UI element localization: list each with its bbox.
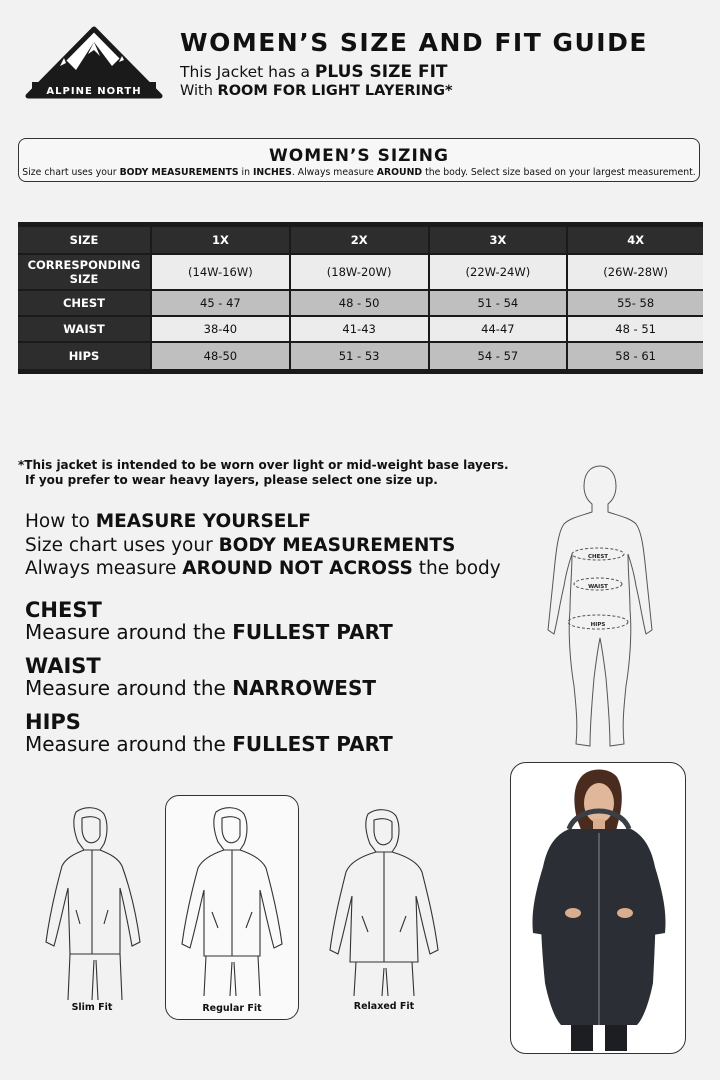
- row-label: CHEST: [18, 291, 152, 317]
- table-cell: 38-40: [152, 317, 291, 343]
- alpine-north-logo: [24, 26, 164, 100]
- chest-label: CHEST: [587, 554, 609, 560]
- regular-fit-illustration: [176, 804, 288, 1000]
- model-photo: [511, 763, 685, 1053]
- table-header-row: [18, 227, 703, 255]
- regular-fit-label: Regular Fit: [202, 1003, 262, 1014]
- table-cell: (22W-24W): [430, 255, 569, 291]
- row-label: CORRESPONDING SIZE: [18, 255, 152, 291]
- page-title: WOMEN’S SIZE AND FIT GUIDE: [180, 28, 648, 57]
- table-row: [18, 291, 703, 317]
- waist-instruction: WAIST Measure around the NARROWEST: [25, 654, 377, 700]
- column-header: 2X: [291, 227, 430, 255]
- column-header: 4X: [568, 227, 703, 255]
- measure-instructions: How to MEASURE YOURSELF Size chart uses your BODY MEASUREMENTS Always measure AROUND NOT ACROSS the body: [25, 511, 501, 579]
- table-cell: 45 - 47: [152, 291, 291, 317]
- table-cell: 41-43: [291, 317, 430, 343]
- sizing-info-box: [18, 138, 700, 182]
- sizing-note: Size chart uses your BODY MEASUREMENTS in INCHES. Always measure AROUND the body. Select size based on your largest measurement.: [22, 167, 696, 178]
- table-row: [18, 255, 703, 291]
- relaxed-fit-label: Relaxed Fit: [353, 1001, 415, 1012]
- table-cell: 51 - 54: [430, 291, 569, 317]
- model-photo-frame: [510, 762, 686, 1054]
- row-label: HIPS: [18, 343, 152, 369]
- table-row: [18, 343, 703, 369]
- table-cell: 55- 58: [568, 291, 703, 317]
- table-cell: (18W-20W): [291, 255, 430, 291]
- layering-subtitle: With ROOM FOR LIGHT LAYERING*: [180, 83, 453, 99]
- hips-instruction: HIPS Measure around the FULLEST PART: [25, 710, 393, 756]
- table-cell: (14W-16W): [152, 255, 291, 291]
- sizing-title: WOMEN’S SIZING: [269, 146, 449, 166]
- size-chart-table: [18, 222, 703, 374]
- chest-instruction: CHEST Measure around the FULLEST PART: [25, 598, 393, 644]
- body-measurement-figure: [540, 462, 660, 752]
- column-header: SIZE: [18, 227, 152, 255]
- slim-fit-illustration: [40, 804, 144, 1004]
- column-header: 1X: [152, 227, 291, 255]
- column-header: 3X: [430, 227, 569, 255]
- logo-text: ALPINE NORTH: [46, 86, 142, 97]
- hips-label: HIPS: [590, 622, 606, 628]
- table-cell: 44-47: [430, 317, 569, 343]
- table-cell: 48 - 51: [568, 317, 703, 343]
- table-cell: 58 - 61: [568, 343, 703, 369]
- table-cell: 54 - 57: [430, 343, 569, 369]
- relaxed-fit-illustration: [326, 806, 442, 1000]
- table-cell: 48-50: [152, 343, 291, 369]
- table-cell: 48 - 50: [291, 291, 430, 317]
- waist-label: WAIST: [588, 584, 608, 590]
- slim-fit-label: Slim Fit: [71, 1002, 113, 1013]
- table-cell: (26W-28W): [568, 255, 703, 291]
- layering-note: *This jacket is intended to be worn over light or mid-weight base layers. If you prefer to wear heavy layers, please select one size up.: [18, 458, 509, 487]
- table-cell: 51 - 53: [291, 343, 430, 369]
- table-row: [18, 317, 703, 343]
- row-label: WAIST: [18, 317, 152, 343]
- fit-subtitle: This Jacket has a PLUS SIZE FIT: [180, 62, 448, 82]
